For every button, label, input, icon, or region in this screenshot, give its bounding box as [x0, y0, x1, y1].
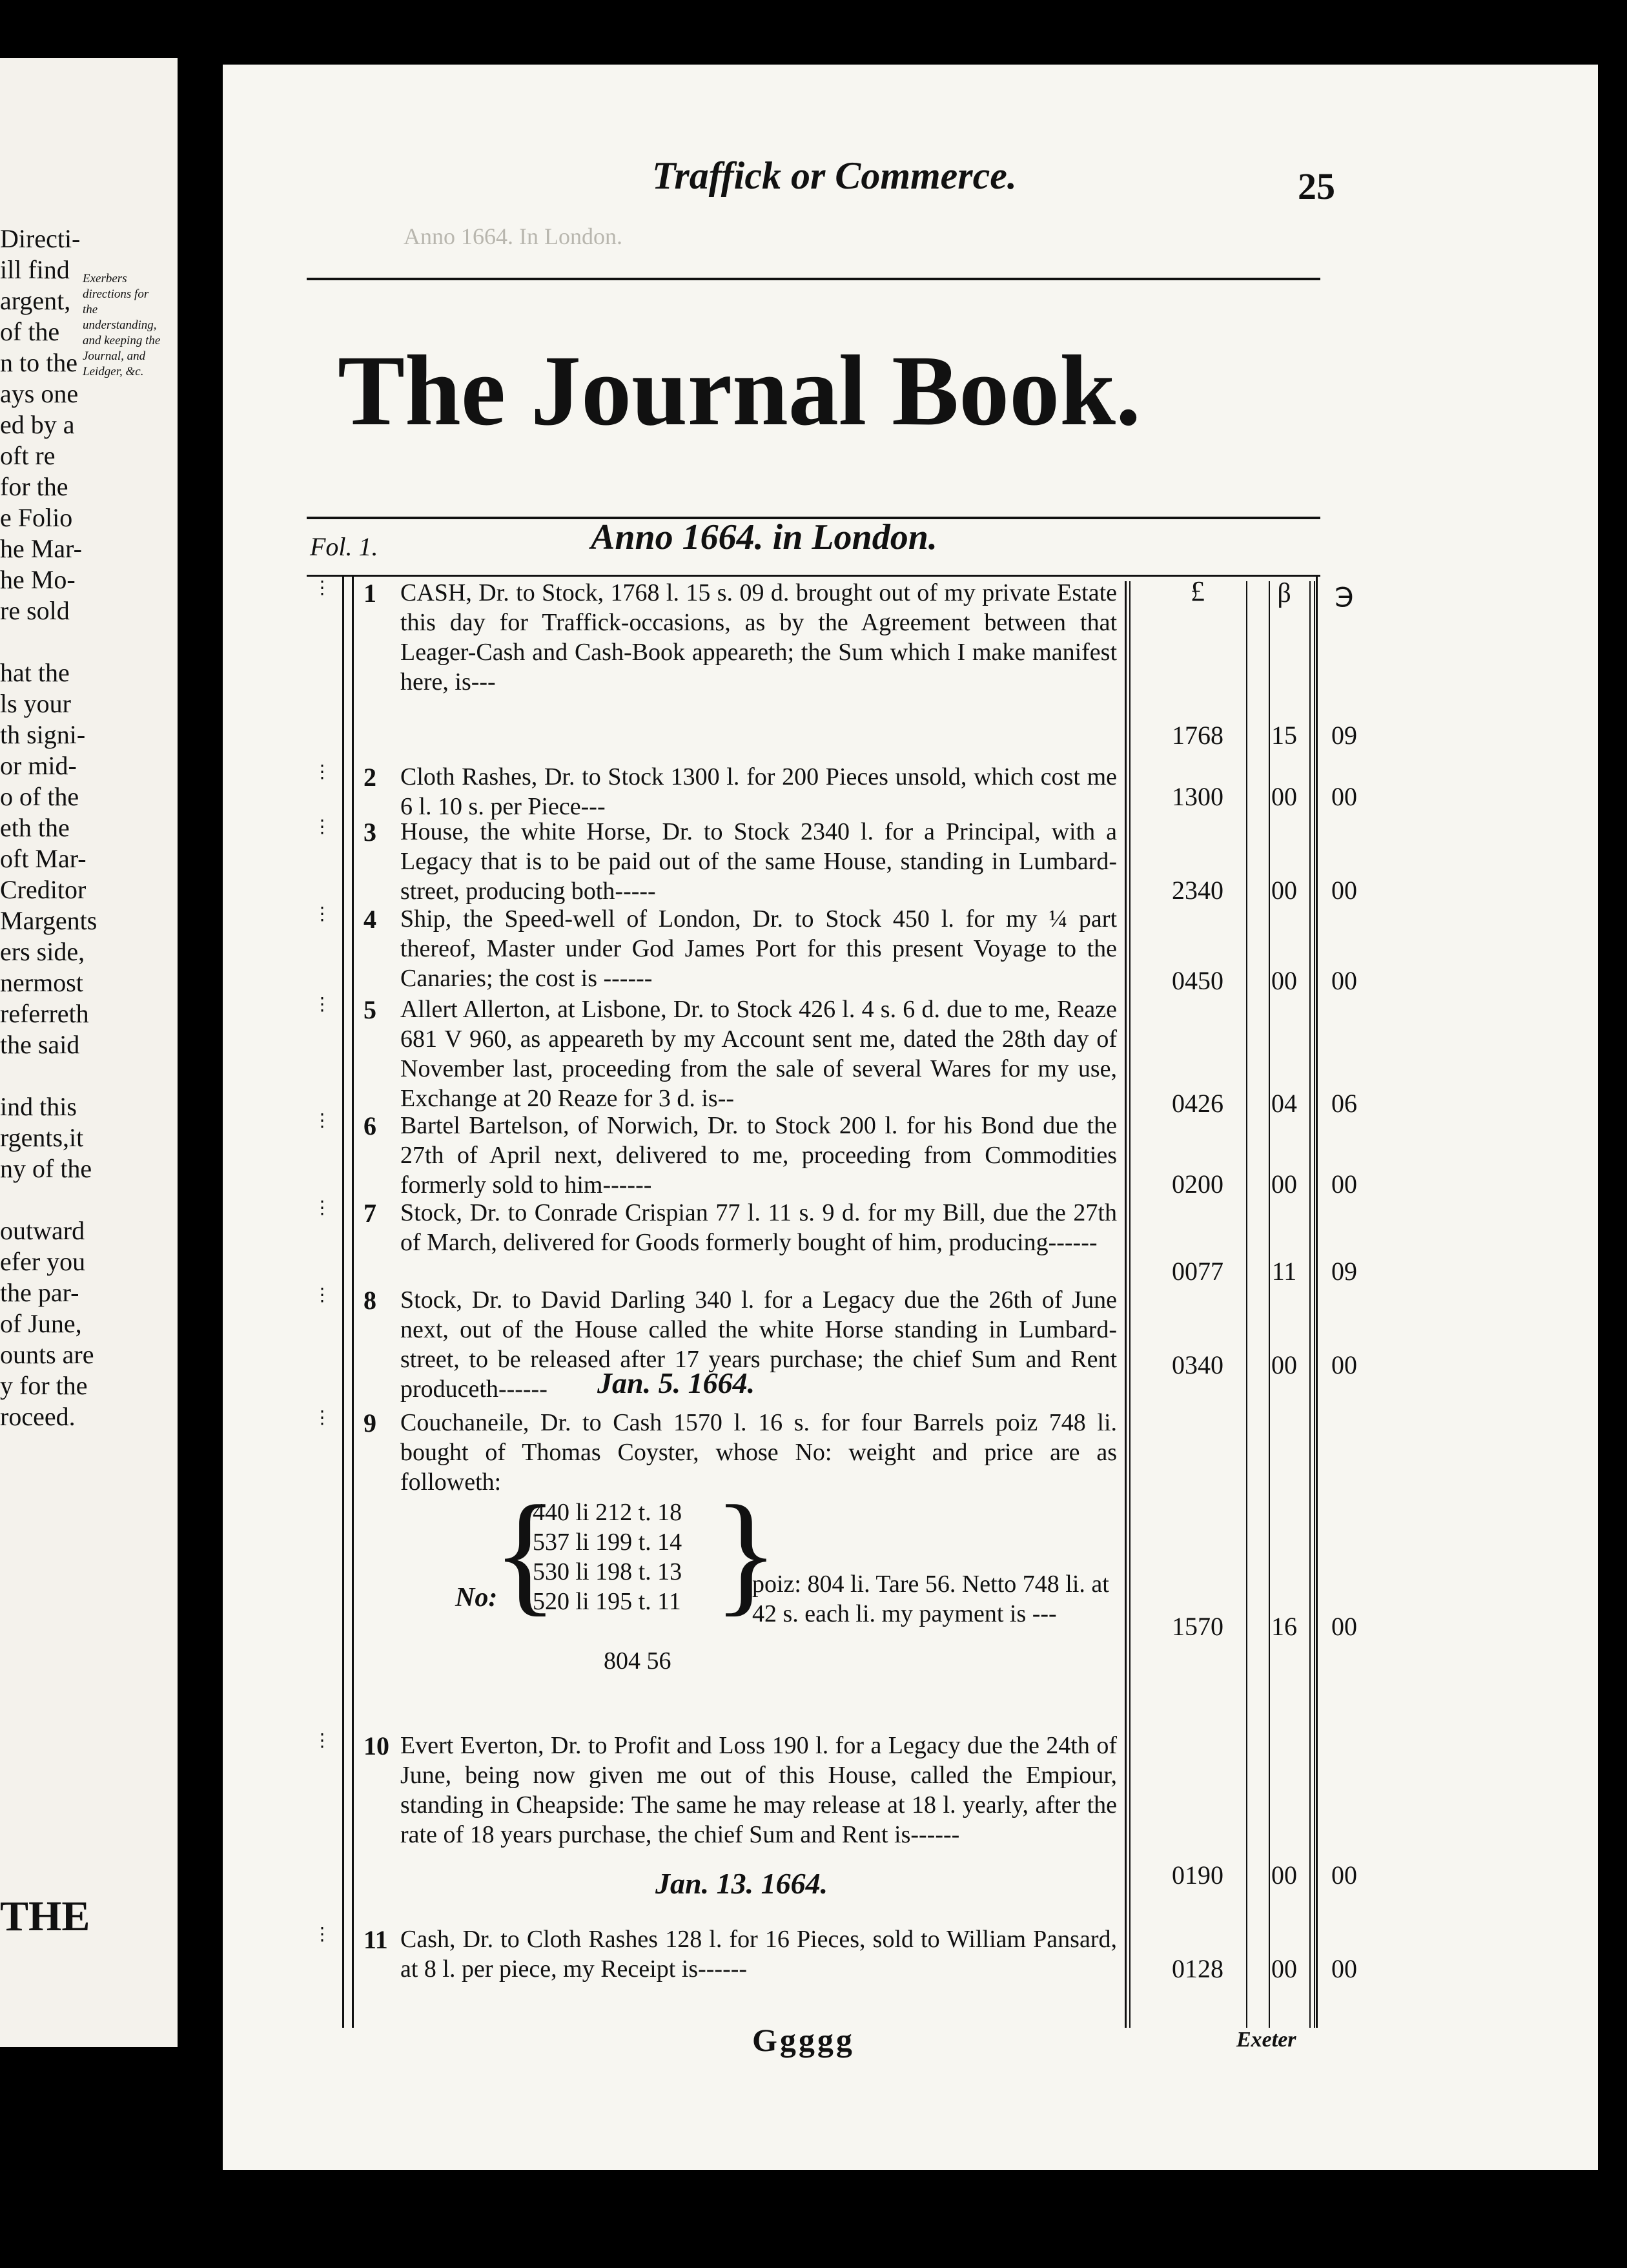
left-page-line: ed by a — [0, 410, 75, 439]
amount-shillings: 00 — [1271, 782, 1297, 811]
book-title: The Journal Book. — [338, 335, 1141, 446]
amount-pounds: 2340 — [1172, 876, 1223, 905]
left-page-line: Margents — [0, 906, 97, 935]
amount-pence: 09 — [1331, 1257, 1357, 1286]
entry-text: Bartel Bartelson, of Norwich, Dr. to Stock 200 l. for his Bond due the 27th of April next, delivered to me, proceeding from Commodities formerly sold to him------ — [400, 1112, 1117, 1199]
left-page-line: ny of the — [0, 1154, 92, 1183]
left-page-line: y for the — [0, 1371, 88, 1400]
amount-pence: 00 — [1331, 876, 1357, 905]
posting-marks: ⋮ — [313, 1111, 331, 1131]
left-page-line: th signi- — [0, 720, 86, 749]
ledger-rule-2 — [352, 575, 354, 2028]
ledger-rule-1 — [342, 575, 344, 2028]
left-page-line: roceed. — [0, 1402, 76, 1431]
entry-number: 10 — [363, 1731, 389, 1760]
amount-shillings: 00 — [1271, 1954, 1297, 1983]
left-page-line: ls your — [0, 689, 71, 718]
left-margin-note: Exerbers directions for the understanding, and keeping the Journal, and Leidger, &c. — [83, 272, 161, 378]
amount-pounds: 0190 — [1172, 1861, 1223, 1890]
left-page-line: ays one — [0, 379, 79, 408]
amount-pounds: 1570 — [1172, 1612, 1223, 1641]
pence-column-header: ℈ — [1335, 580, 1354, 610]
entry-text: Evert Everton, Dr. to Profit and Loss 190 l. for a Legacy due the 24th of June, being now given me out of this House, called the Empiour, standing in Cheapside: The same he may release at 18 l. yearly, after the rate of 18 years purchase, the chief Sum and Rent is------ — [400, 1732, 1117, 1848]
left-page-line: eth the — [0, 813, 70, 842]
amount-pounds: 0128 — [1172, 1954, 1223, 1983]
gutter — [178, 0, 223, 2268]
left-page-line: the said — [0, 1030, 80, 1059]
amount-pounds: 0200 — [1172, 1170, 1223, 1199]
posting-marks: ⋮ — [313, 1198, 331, 1218]
left-page-line: ounts are — [0, 1340, 94, 1369]
entry-number: 5 — [363, 995, 376, 1024]
amount-shillings: 16 — [1271, 1612, 1297, 1641]
posting-marks: ⋮ — [313, 578, 331, 598]
amount-pounds: 1300 — [1172, 782, 1223, 811]
entry-number: 11 — [363, 1925, 388, 1954]
posting-marks: ⋮ — [313, 1731, 331, 1751]
left-page-line: of June, — [0, 1309, 82, 1338]
coins-number-label: No: — [455, 1583, 498, 1613]
left-facing-page — [0, 58, 178, 2047]
left-page-line: re sold — [0, 596, 70, 625]
catchword: Exeter — [1236, 2028, 1296, 2052]
left-page-line: n to the — [0, 348, 77, 377]
shillings-column-header: β — [1277, 579, 1291, 608]
coin-poiz-note: poiz: 804 li. Tare 56. Netto 748 li. at 42 s. each li. my payment is --- — [752, 1571, 1109, 1627]
left-page-line: of the — [0, 317, 60, 346]
right-brace: } — [713, 1478, 779, 1628]
left-page-line: or mid- — [0, 751, 77, 780]
ledger-rule-amount-left — [1125, 581, 1127, 2028]
left-page-line: ill find — [0, 255, 70, 284]
amount-pence: 00 — [1331, 1170, 1357, 1199]
left-page-line: e Folio — [0, 503, 73, 532]
amount-pence: 06 — [1331, 1089, 1357, 1118]
entry-number: 8 — [363, 1286, 376, 1315]
top-rule — [307, 278, 1320, 280]
amount-pence: 00 — [1331, 966, 1357, 995]
left-footer-word: THE — [0, 1893, 90, 1940]
left-page-line: oft Mar- — [0, 844, 87, 873]
left-page-line: the par- — [0, 1278, 79, 1307]
left-page-line: he Mar- — [0, 534, 82, 563]
left-page-line: o of the — [0, 782, 79, 811]
bleed-through-text: Anno 1664. In London. — [404, 223, 622, 249]
left-page-line: for the — [0, 472, 68, 501]
ledger-rule-right — [1316, 575, 1318, 2028]
amount-shillings: 00 — [1271, 966, 1297, 995]
left-page-line: oft re — [0, 441, 56, 470]
posting-marks: ⋮ — [313, 1285, 331, 1305]
entry-number: 1 — [363, 579, 376, 608]
coin-row: 530 li 198 t. 13 — [533, 1558, 682, 1585]
amount-pence: 09 — [1331, 721, 1357, 750]
coin-totals: 804 56 — [604, 1647, 671, 1675]
amount-pounds: 0426 — [1172, 1089, 1223, 1118]
posting-marks: ⋮ — [313, 817, 331, 837]
amount-shillings: 00 — [1271, 1861, 1297, 1890]
amount-shillings: 11 — [1271, 1257, 1297, 1286]
entry-number: 4 — [363, 905, 376, 934]
left-page-line: Directi- — [0, 224, 81, 253]
entry-text: Couchaneile, Dr. to Cash 1570 l. 16 s. for four Barrels poiz 748 li. bought of Thomas Coyster, whose No: weight and price are as followeth: — [400, 1409, 1117, 1496]
entry-text: Stock, Dr. to Conrade Crispian 77 l. 11 s. 9 d. for my Bill, due the 27th of March, delivered for Goods formerly bought of him, producing------ — [400, 1199, 1117, 1256]
amount-shillings: 00 — [1271, 876, 1297, 905]
anno-heading: Anno 1664. in London. — [591, 517, 937, 557]
signature-mark: Ggggg — [752, 2022, 855, 2058]
date-heading-jan-5: Jan. 5. 1664. — [597, 1366, 755, 1399]
entry-number: 2 — [363, 763, 376, 792]
entry-number: 3 — [363, 818, 376, 847]
left-page-line: argent, — [0, 286, 71, 315]
left-page-line: hat the — [0, 658, 70, 687]
amount-pounds: 0450 — [1172, 966, 1223, 995]
folio-label: Fol. 1. — [310, 532, 378, 561]
ledger-rule-pounds — [1246, 581, 1247, 2028]
left-page-line: ind this — [0, 1092, 77, 1121]
entry-text: Allert Allerton, at Lisbone, Dr. to Stock 426 l. 4 s. 6 d. due to me, Reaze 681 V 960, as appeareth by my Account sent me, dated the 28th day of November last, proceeding from the sale of several Wares for my use, Exchange at 20 Reaze for 3 d. is-- — [400, 996, 1117, 1112]
posting-marks: ⋮ — [313, 904, 331, 924]
amount-pounds: 0340 — [1172, 1350, 1223, 1379]
entry-number: 6 — [363, 1111, 376, 1140]
amount-pounds: 0077 — [1172, 1257, 1223, 1286]
entry-text: House, the white Horse, Dr. to Stock 2340 l. for a Principal, with a Legacy that is to be paid out of the same House, standing in Lumbard-street, producing both----- — [400, 818, 1117, 905]
amount-pence: 00 — [1331, 782, 1357, 811]
amount-shillings: 15 — [1271, 721, 1297, 750]
amount-pence: 00 — [1331, 1861, 1357, 1890]
posting-marks: ⋮ — [313, 1924, 331, 1944]
left-page-line: efer you — [0, 1247, 86, 1276]
amount-shillings: 00 — [1271, 1170, 1297, 1199]
amount-pence: 00 — [1331, 1350, 1357, 1379]
left-page-line: rgents,it — [0, 1123, 84, 1152]
ledger-rule-amount-left-2 — [1129, 581, 1131, 2028]
entry-text: Ship, the Speed-well of London, Dr. to Stock 450 l. for my ¼ part thereof, Master under God James Port for this present Voyage to the Canaries; the cost is ------ — [400, 905, 1117, 992]
ledger-rule-shillings-2 — [1314, 581, 1315, 2028]
entry-text: Cash, Dr. to Cloth Rashes 128 l. for 16 Pieces, sold to William Pansard, at 8 l. per piece, my Receipt is------ — [400, 1926, 1117, 1983]
amount-pounds: 1768 — [1172, 721, 1223, 750]
running-head: Traffick or Commerce. — [652, 154, 1017, 197]
left-page-line: Creditor — [0, 875, 87, 904]
amount-shillings: 04 — [1271, 1089, 1297, 1118]
entry-number: 7 — [363, 1199, 376, 1228]
amount-pence: 00 — [1331, 1954, 1357, 1983]
posting-marks: ⋮ — [313, 1408, 331, 1428]
amount-pence: 00 — [1331, 1612, 1357, 1641]
posting-marks: ⋮ — [313, 995, 331, 1015]
journal-page — [223, 65, 1598, 2170]
amount-shillings: 00 — [1271, 1350, 1297, 1379]
entry-text: Stock, Dr. to David Darling 340 l. for a Legacy due the 26th of June next, out of the House called the white Horse standing in Lumbard-street, to be released after 17 years purchase; the chief Sum and Rent produceth------ — [400, 1286, 1117, 1403]
left-page-line: nermost — [0, 968, 83, 997]
ledger-rule-shillings — [1309, 581, 1311, 2028]
entry-text: CASH, Dr. to Stock, 1768 l. 15 s. 09 d. brought out of my private Estate this day for Traffick-occasions, as by the Agreement between that Leager-Cash and Cash-Book appeareth; the Sum which I make manifest here, is--- — [400, 579, 1117, 696]
left-brace: { — [493, 1478, 558, 1628]
left-page-line: referreth — [0, 999, 89, 1028]
coin-row: 537 li 199 t. 14 — [533, 1529, 682, 1556]
left-page-line: he Mo- — [0, 565, 76, 594]
left-page-line: ers side, — [0, 937, 85, 966]
posting-marks: ⋮ — [313, 762, 331, 782]
coin-row: 520 li 195 t. 11 — [533, 1588, 681, 1615]
entry-number: 9 — [363, 1408, 376, 1438]
left-page-line: outward — [0, 1216, 85, 1245]
entry-text: Cloth Rashes, Dr. to Stock 1300 l. for 200 Pieces unsold, which cost me 6 l. 10 s. per Piece--- — [400, 763, 1117, 820]
coin-row: 440 li 212 t. 18 — [533, 1499, 682, 1526]
date-heading-jan-13: Jan. 13. 1664. — [655, 1867, 828, 1900]
page-number: 25 — [1298, 165, 1335, 207]
pounds-column-header: £ — [1191, 575, 1205, 607]
